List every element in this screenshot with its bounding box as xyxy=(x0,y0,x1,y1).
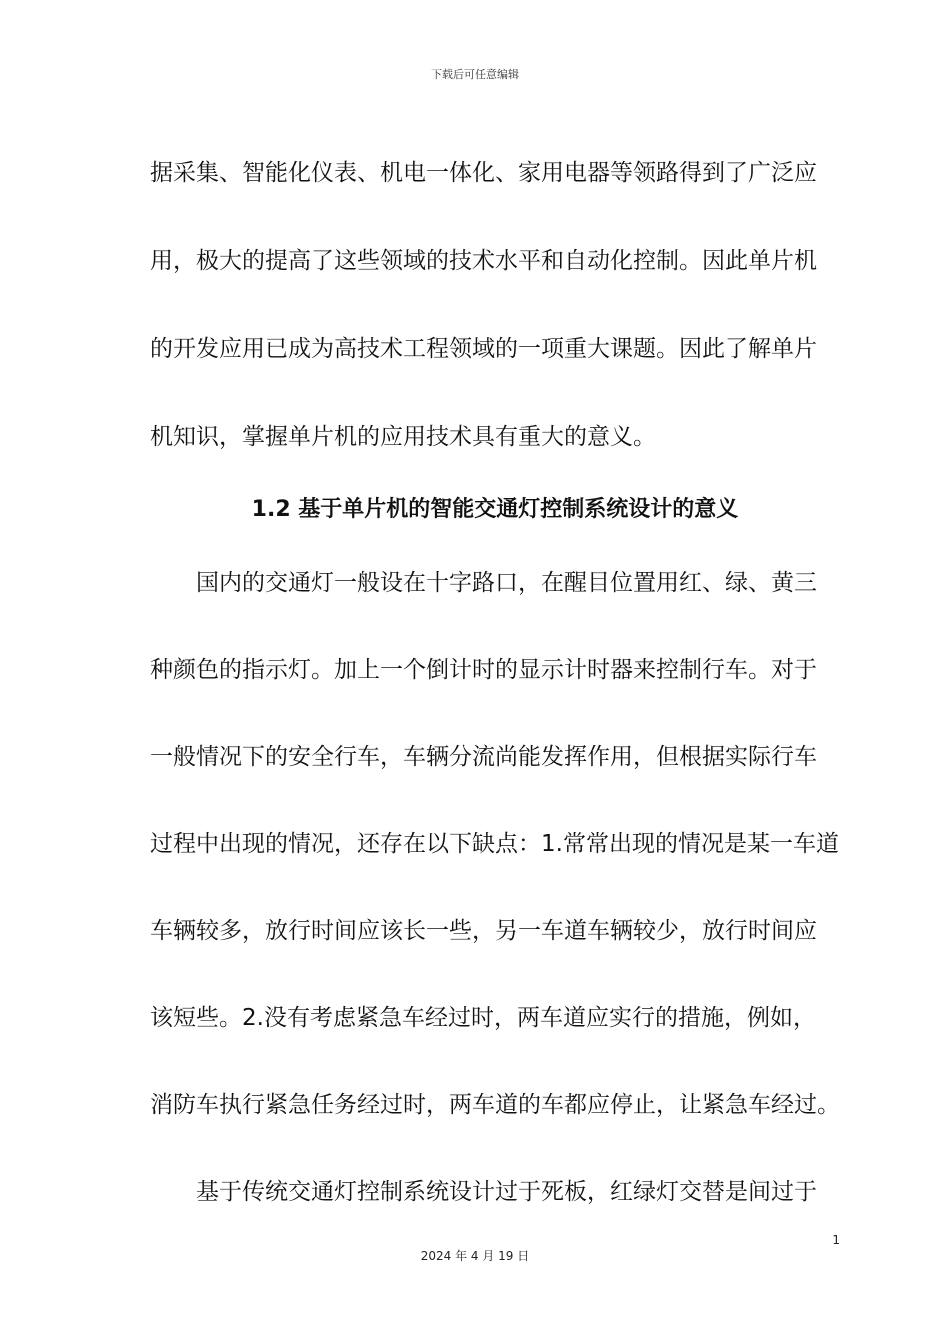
paragraph-line: 过程中出现的情况，还存在以下缺点：1.常常出现的情况是某一车道 xyxy=(150,831,839,857)
paragraph-line: 国内的交通灯一般设在十字路口，在醒目位置用红、绿、黄三 xyxy=(196,570,817,596)
paragraph-line: 车辆较多，放行时间应该长一些，另一车道车辆较少，放行时间应 xyxy=(150,918,817,944)
paragraph-line: 种颜色的指示灯。加上一个倒计时的显示计时器来控制行车。对于 xyxy=(150,657,817,683)
paragraph-line: 基于传统交通灯控制系统设计过于死板，红绿灯交替是间过于 xyxy=(196,1179,817,1205)
body-line: 机知识，掌握单片机的应用技术具有重大的意义。 xyxy=(150,424,656,450)
page-footer-date: 2024 年 4 月 19 日 xyxy=(420,1249,530,1263)
page-number: 1 xyxy=(832,1233,840,1247)
paragraph-line: 消防车执行紧急任务经过时，两车道的车都应停止，让紧急车经过。 xyxy=(150,1092,840,1118)
body-line: 的开发应用已成为高技术工程领域的一项重大课题。因此了解单片 xyxy=(150,336,817,362)
section-heading: 1.2 基于单片机的智能交通灯控制系统设计的意义 xyxy=(251,497,739,522)
body-line: 用，极大的提高了这些领域的技术水平和自动化控制。因此单片机 xyxy=(150,248,817,274)
body-line: 据采集、智能化仪表、机电一体化、家用电器等领路得到了广泛应 xyxy=(150,160,817,186)
page-header: 下载后可任意编辑 xyxy=(431,68,519,81)
paragraph-line: 该短些。2.没有考虑紧急车经过时，两车道应实行的措施，例如， xyxy=(150,1005,816,1031)
paragraph-line: 一般情况下的安全行车，车辆分流尚能发挥作用，但根据实际行车 xyxy=(150,744,817,770)
